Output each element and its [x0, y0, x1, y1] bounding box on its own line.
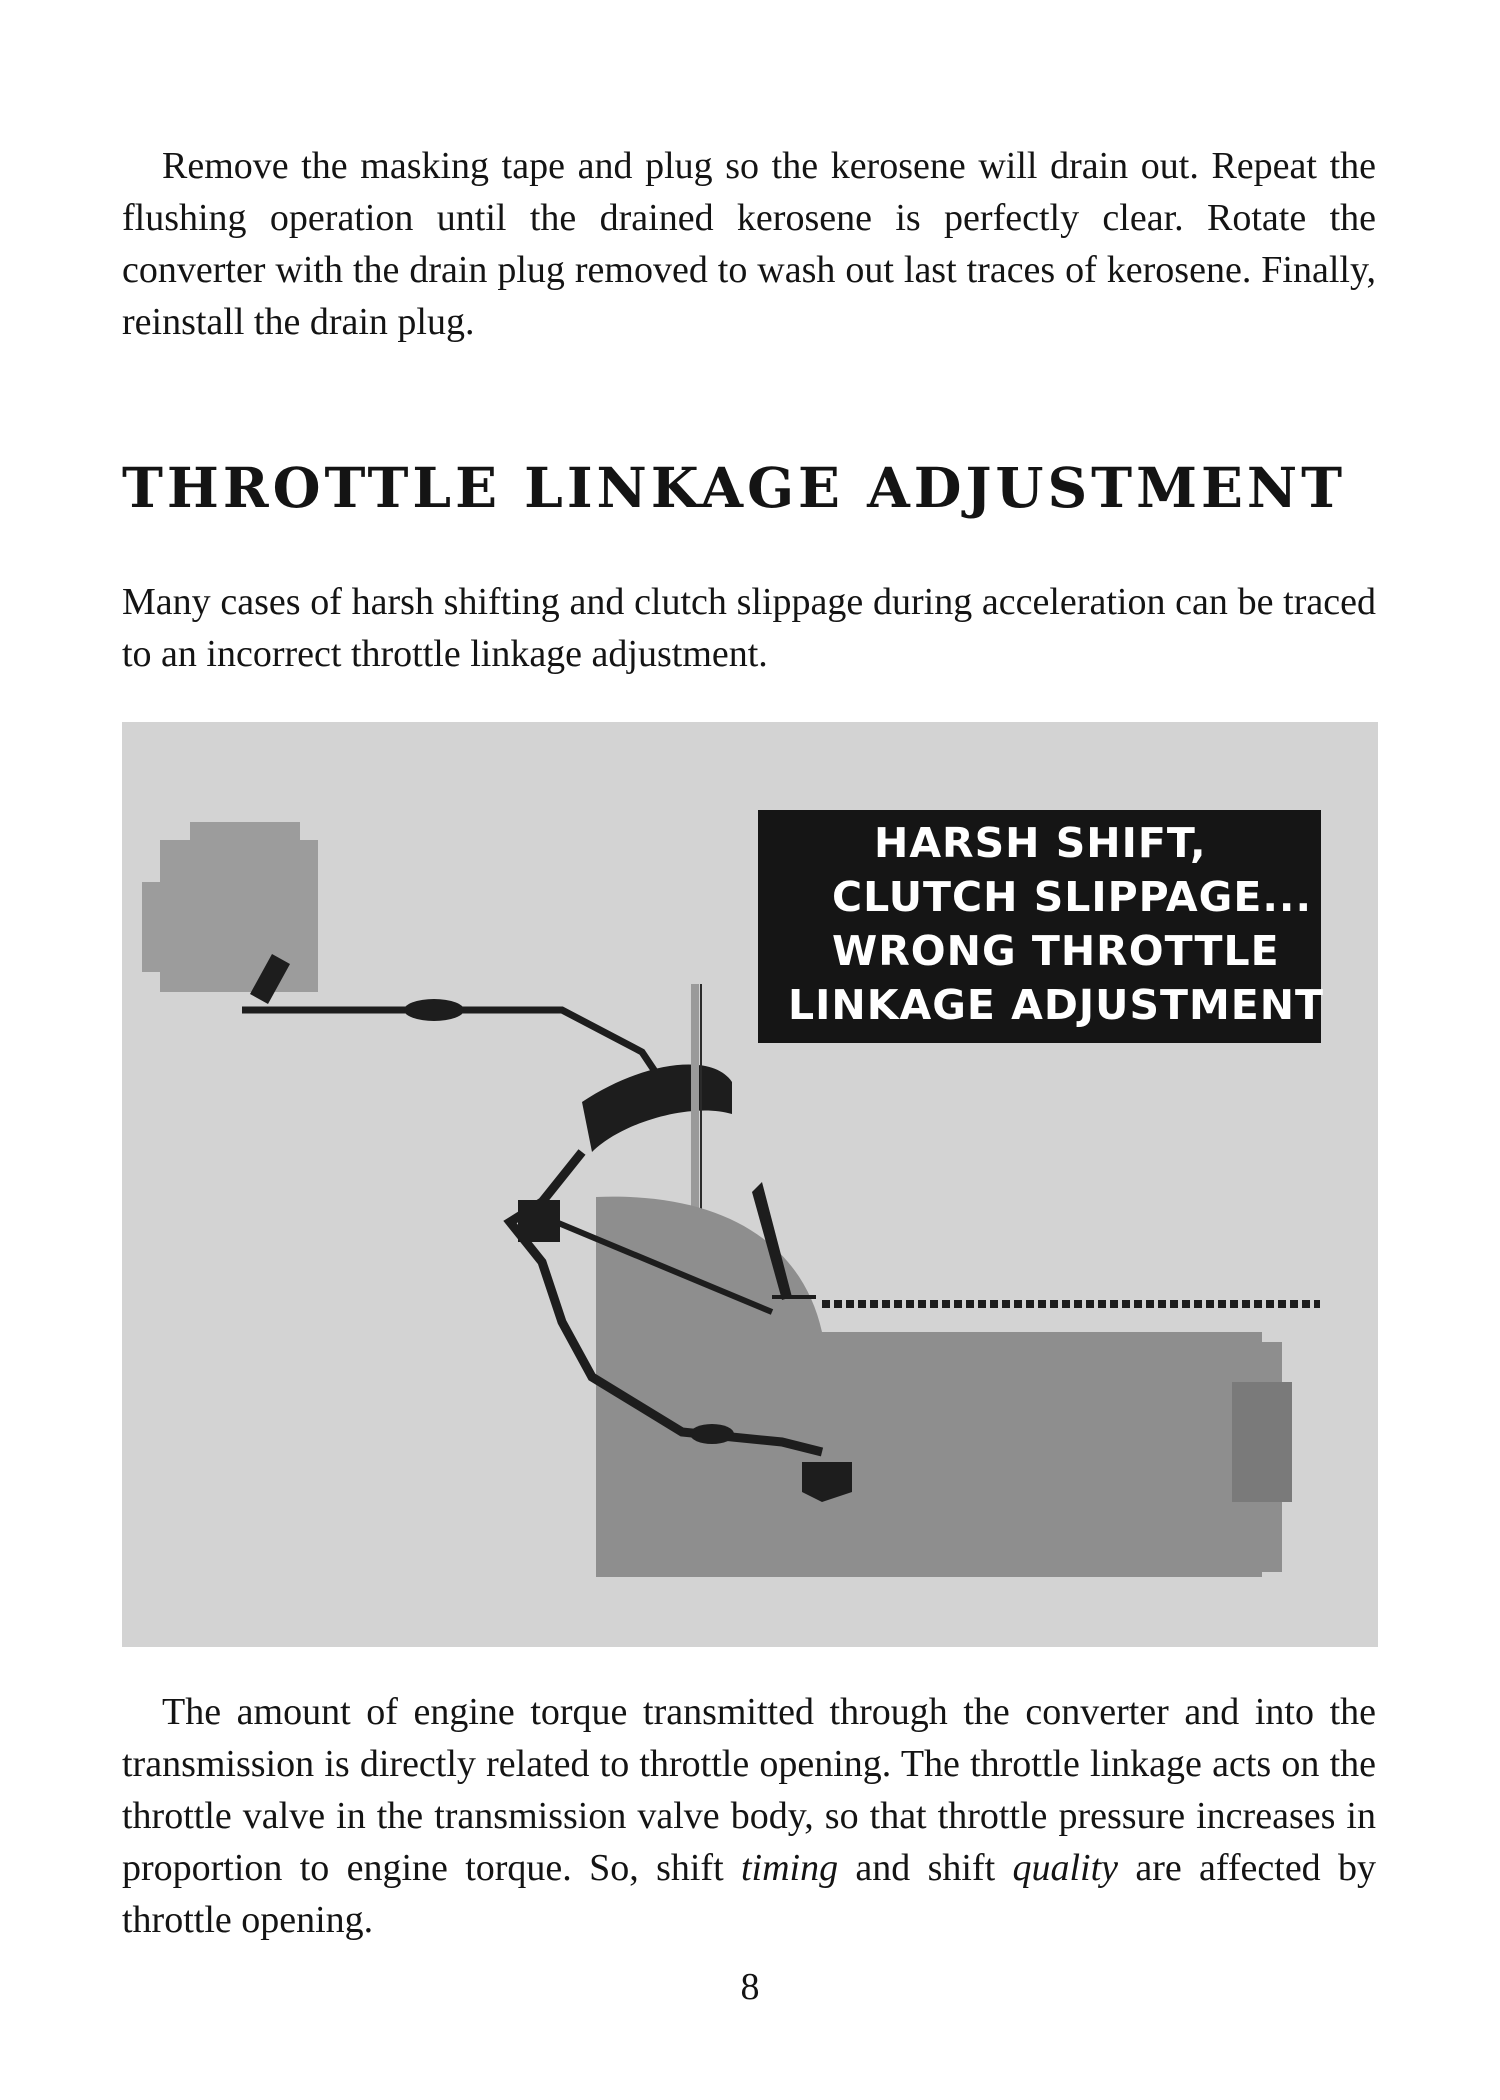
- rod-adjuster: [690, 1424, 734, 1444]
- section-heading: THROTTLE LINKAGE ADJUSTMENT: [122, 455, 1347, 520]
- lead-paragraph: Many cases of harsh shifting and clutch slippage during acceleration can be traced to an incorrect throttle linkage adjustment.: [122, 581, 1376, 675]
- throttle-linkage-illustration: [122, 722, 1378, 1647]
- bellcrank-bracket: [582, 1065, 732, 1152]
- emphasis-timing: timing: [740, 1847, 839, 1889]
- caption-line-1: HARSH SHIFT,: [874, 819, 1207, 867]
- body-text-part-3: are affected by throttle opening.: [122, 1847, 1377, 1941]
- body-paragraph: [122, 1686, 1376, 1946]
- rod-swivel: [404, 999, 464, 1021]
- caption-line-2: CLUTCH SLIPPAGE...: [832, 873, 1313, 921]
- caption-box: [758, 810, 1325, 1043]
- bellcrank-pivot: [518, 1200, 560, 1242]
- throttle-rod: [242, 1010, 662, 1082]
- emphasis-quality: quality: [1012, 1847, 1119, 1889]
- page-number: 8: [740, 1966, 760, 2008]
- caption-line-3: WRONG THROTTLE: [832, 927, 1280, 975]
- caption-line-4: LINKAGE ADJUSTMENT: [788, 981, 1325, 1029]
- body-text-part-2: and shift: [838, 1847, 1013, 1889]
- transmission-shape: [596, 1197, 1292, 1577]
- intro-paragraph: Remove the masking tape and plug so the kerosene will drain out. Repeat the flushing operation until the drained kerosene is perfectly clear. Rotate the converter with the drain plug removed to wash out last traces of kerosene. Finally, reinstall the drain plug.: [122, 145, 1376, 343]
- body-text-part-1: The amount of engine torque transmitted through the converter and into the transmission is directly related to throttle opening. The throttle linkage acts on the throttle valve in the transmission valve body, so that throttle pressure increases in proportion to engine torque. So, shift: [122, 1691, 1376, 1889]
- carburetor-shape: [142, 822, 318, 992]
